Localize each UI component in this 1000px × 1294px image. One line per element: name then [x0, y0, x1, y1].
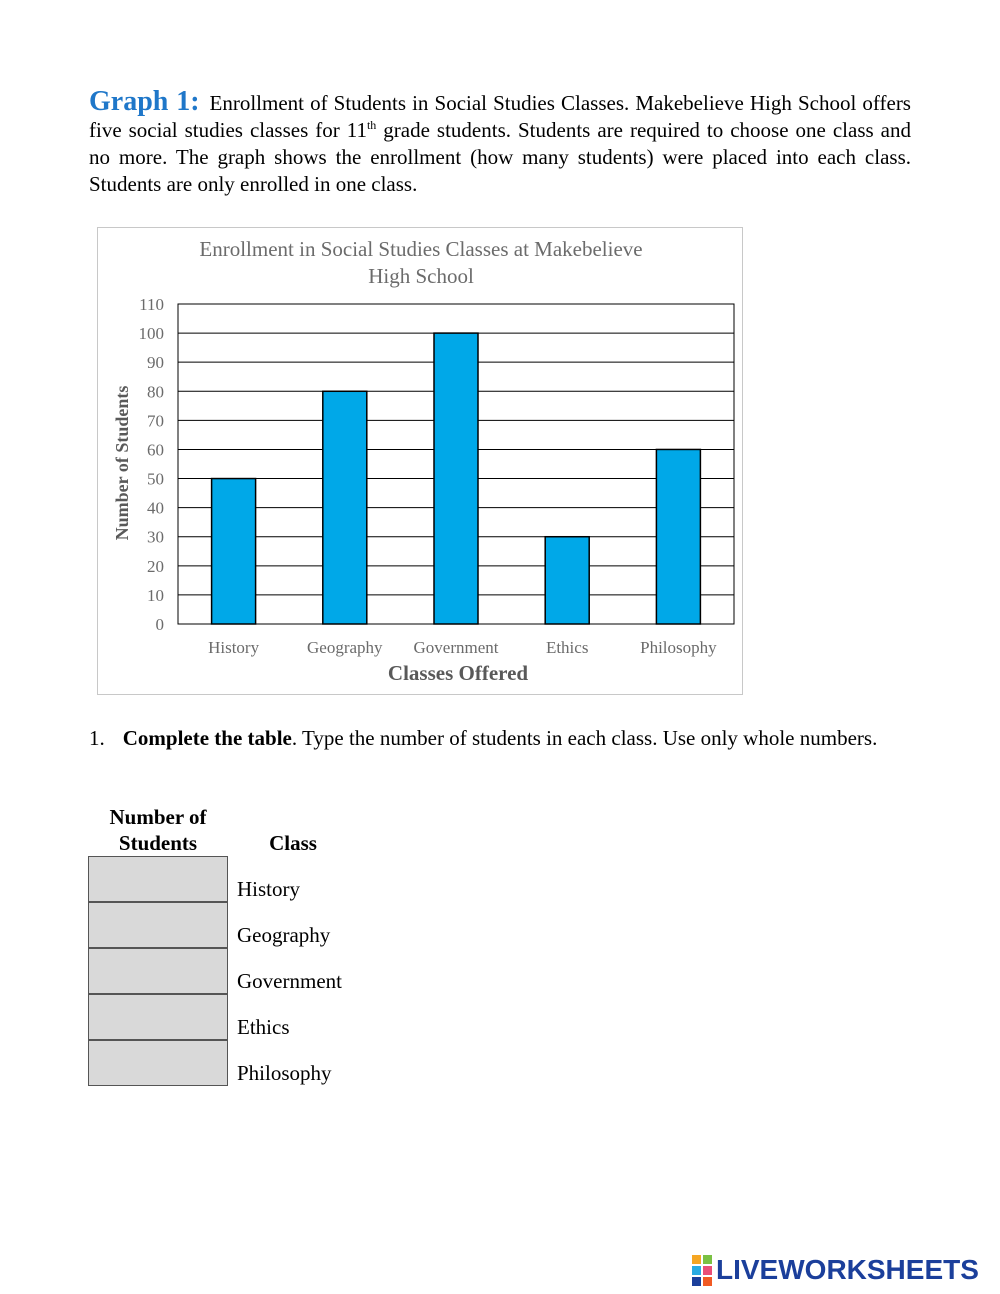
y-tick-label-70: 70	[147, 411, 164, 431]
bar-geography	[323, 391, 367, 624]
x-tick-label-government: Government	[413, 638, 499, 657]
answer-box-geography[interactable]	[88, 902, 228, 948]
answer-box-government[interactable]	[88, 948, 228, 994]
question-instruction: . Type the number of students in each class. Use only whole numbers.	[291, 726, 878, 750]
answer-input-government[interactable]	[89, 949, 231, 995]
y-tick-label-60: 60	[147, 440, 164, 460]
bar-history	[212, 479, 256, 624]
class-label-philosophy: Philosophy	[237, 1061, 332, 1085]
class-label-geography: Geography	[237, 923, 331, 947]
intro-text-1: Enrollment of Students in Social Studies Classes. Makebelieve High School offers five social studies classes for 11	[89, 91, 911, 142]
intro-text-2: grade students. Students are required to choose one class and no more. The graph shows the enrollment (how many students) were placed into each class. Students are only enrolled in one class.	[89, 118, 911, 196]
liveworksheets-logo-text: LIVEWORKSHEETS	[716, 1254, 979, 1285]
question-1	[89, 725, 911, 752]
answer-input-ethics[interactable]	[89, 995, 231, 1041]
liveworksheets-logo-icon	[692, 1255, 712, 1286]
intro-superscript: th	[366, 118, 377, 132]
intro-paragraph	[89, 88, 911, 198]
table-header-number-line-2: Students	[118, 831, 198, 855]
table-header-class: Class	[269, 831, 317, 855]
liveworksheets-logo	[692, 1254, 979, 1286]
y-tick-label-40: 40	[147, 498, 164, 518]
y-tick-label-80: 80	[147, 382, 164, 402]
table-header-number	[88, 804, 228, 856]
table-header-number-line-1: Number of	[109, 805, 207, 829]
question-number: 1.	[89, 726, 105, 750]
x-axis-title: Classes Offered	[387, 661, 529, 685]
x-tick-label-ethics: Ethics	[545, 638, 589, 657]
bar-ethics	[545, 537, 589, 624]
y-tick-label-50: 50	[147, 469, 164, 489]
chart-title-line-1: Enrollment in Social Studies Classes at Makebelieve	[199, 237, 643, 261]
class-label-ethics: Ethics	[237, 1015, 290, 1039]
y-tick-label-100: 100	[138, 324, 164, 344]
y-tick-label-110: 110	[139, 295, 164, 314]
x-tick-label-geography: Geography	[307, 638, 383, 657]
graph-label: Graph 1:	[89, 86, 200, 117]
bar-philosophy	[656, 449, 700, 624]
bar-government	[434, 333, 478, 624]
question-instruction-bold: Complete the table	[122, 726, 292, 750]
answer-input-history[interactable]	[89, 857, 231, 903]
bar-chart	[97, 227, 743, 695]
y-tick-label-0: 0	[155, 615, 164, 634]
x-tick-label-history: History	[208, 638, 260, 657]
y-tick-label-90: 90	[147, 353, 164, 373]
class-label-history: History	[237, 877, 300, 901]
y-tick-label-30: 30	[147, 527, 164, 547]
x-tick-label-philosophy: Philosophy	[640, 638, 717, 657]
chart-svg	[98, 228, 742, 694]
class-label-government: Government	[237, 969, 342, 993]
y-axis-title: Number of Students	[112, 385, 132, 541]
chart-title-line-2: High School	[368, 264, 474, 288]
y-tick-label-20: 20	[147, 556, 164, 576]
answer-input-philosophy[interactable]	[89, 1041, 231, 1087]
answer-input-geography[interactable]	[89, 903, 231, 949]
answer-box-history[interactable]	[88, 856, 228, 902]
answer-box-ethics[interactable]	[88, 994, 228, 1040]
answer-box-philosophy[interactable]	[88, 1040, 228, 1086]
y-tick-label-10: 10	[147, 585, 164, 605]
